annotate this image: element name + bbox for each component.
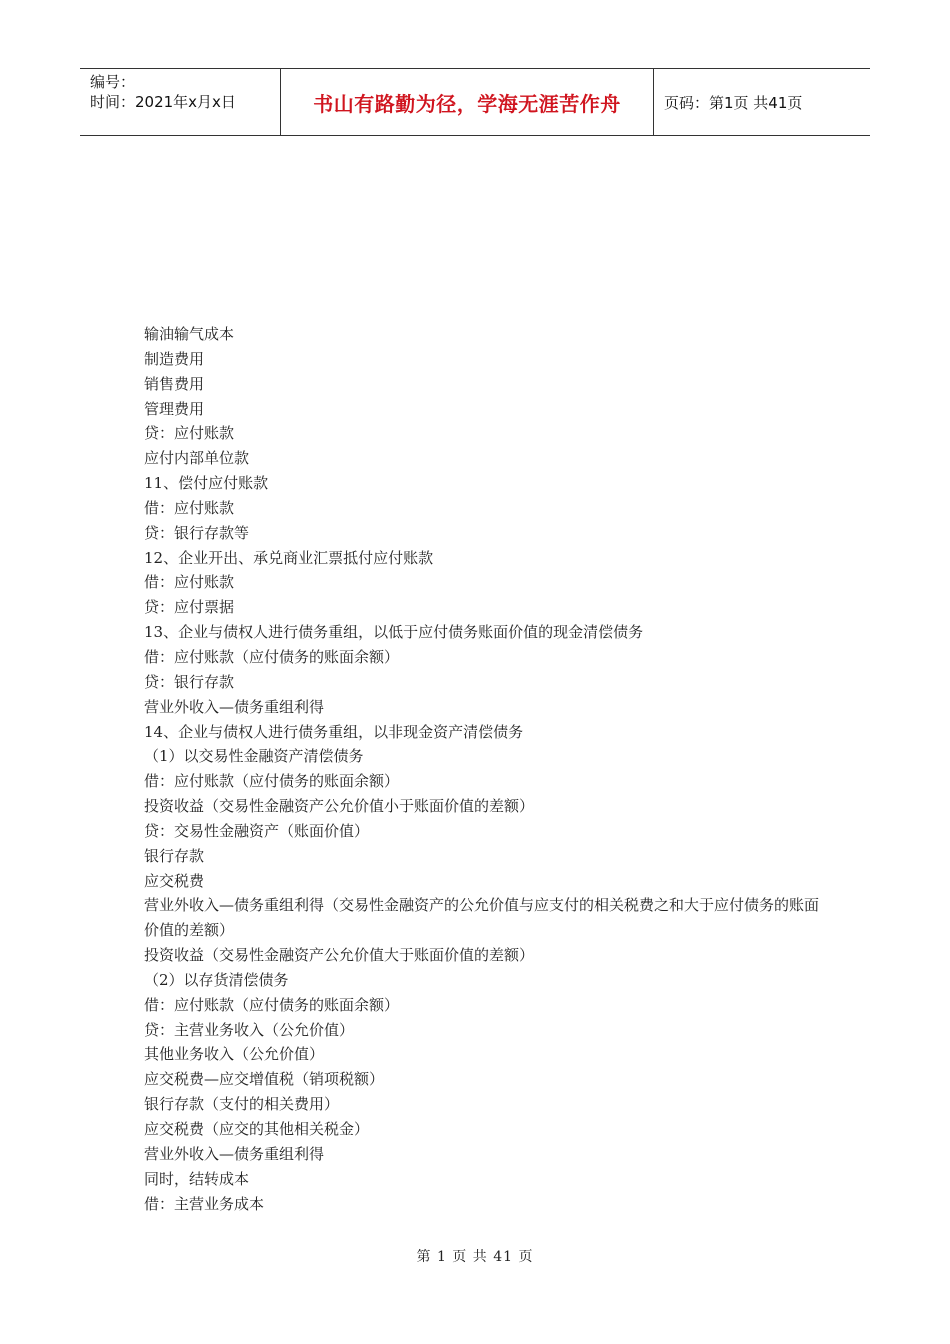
page-footer: 第 1 页 共 41 页 bbox=[416, 1249, 534, 1265]
body-line: 制造费用 bbox=[144, 349, 205, 368]
body-line: （1）以交易性金融资产清偿债务 bbox=[144, 747, 364, 766]
document-body bbox=[144, 322, 824, 1216]
body-line: （2）以存货清偿债务 bbox=[144, 970, 289, 989]
header-motto: 书山有路勤为径，学海无涯苦作舟 bbox=[281, 69, 654, 135]
body-line: 贷：主营业务收入（公允价值） bbox=[144, 1020, 355, 1039]
body-line: 输油输气成本 bbox=[144, 325, 235, 343]
body-line: 应付内部单位款 bbox=[144, 449, 250, 468]
body-line: 营业外收入—债务重组利得 bbox=[144, 1144, 325, 1163]
body-line: 借：应付账款（应付债务的账面余额） bbox=[144, 995, 400, 1014]
body-line: 银行存款（支付的相关费用） bbox=[144, 1095, 340, 1114]
body-line: 贷：银行存款等 bbox=[144, 523, 250, 542]
body-line: 销售费用 bbox=[144, 374, 205, 393]
body-line: 12、企业开出、承兑商业汇票抵付应付账款 bbox=[144, 548, 434, 567]
body-line: 贷：应付票据 bbox=[144, 598, 235, 617]
body-line: 银行存款 bbox=[144, 846, 205, 865]
body-line: 营业外收入—债务重组利得（交易性金融资产的公允价值与应支付的相关税费之和大于应付债务的账面价值的差额） bbox=[144, 896, 820, 940]
body-line: 借：应付账款 bbox=[144, 573, 235, 592]
body-line: 11、偿付应付账款 bbox=[144, 474, 269, 493]
body-line: 投资收益（交易性金融资产公允价值大于账面价值的差额） bbox=[144, 946, 535, 965]
body-line: 借：应付账款（应付债务的账面余额） bbox=[144, 772, 400, 791]
header-page-number: 页码：第1页 共41页 bbox=[664, 93, 803, 112]
document-date: 时间：2021年x月x日 bbox=[90, 93, 236, 111]
body-line: 贷：应付账款 bbox=[144, 424, 235, 443]
body-line: 投资收益（交易性金融资产公允价值小于账面价值的差额） bbox=[144, 797, 535, 816]
body-line: 其他业务收入（公允价值） bbox=[144, 1045, 325, 1064]
body-line: 13、企业与债权人进行债务重组，以低于应付债务账面价值的现金清偿债务 bbox=[144, 623, 644, 642]
body-line: 14、企业与债权人进行债务重组，以非现金资产清偿债务 bbox=[144, 722, 524, 741]
header-meta bbox=[80, 69, 281, 135]
body-line: 应交税费 bbox=[144, 871, 205, 890]
body-line: 借：应付账款（应付债务的账面余额） bbox=[144, 647, 400, 666]
body-line: 营业外收入—债务重组利得 bbox=[144, 697, 325, 716]
body-line: 借：主营业务成本 bbox=[144, 1194, 265, 1213]
body-line: 贷：交易性金融资产（账面价值） bbox=[144, 821, 370, 840]
page-header bbox=[80, 68, 870, 136]
document-number: 编号： bbox=[90, 73, 136, 91]
body-line: 应交税费—应交增值税（销项税额） bbox=[144, 1070, 385, 1089]
body-line: 借：应付账款 bbox=[144, 498, 235, 517]
body-line: 应交税费（应交的其他相关税金） bbox=[144, 1120, 370, 1138]
body-line: 贷：银行存款 bbox=[144, 672, 235, 691]
body-line: 同时，结转成本 bbox=[144, 1169, 250, 1188]
body-line: 管理费用 bbox=[144, 399, 205, 418]
